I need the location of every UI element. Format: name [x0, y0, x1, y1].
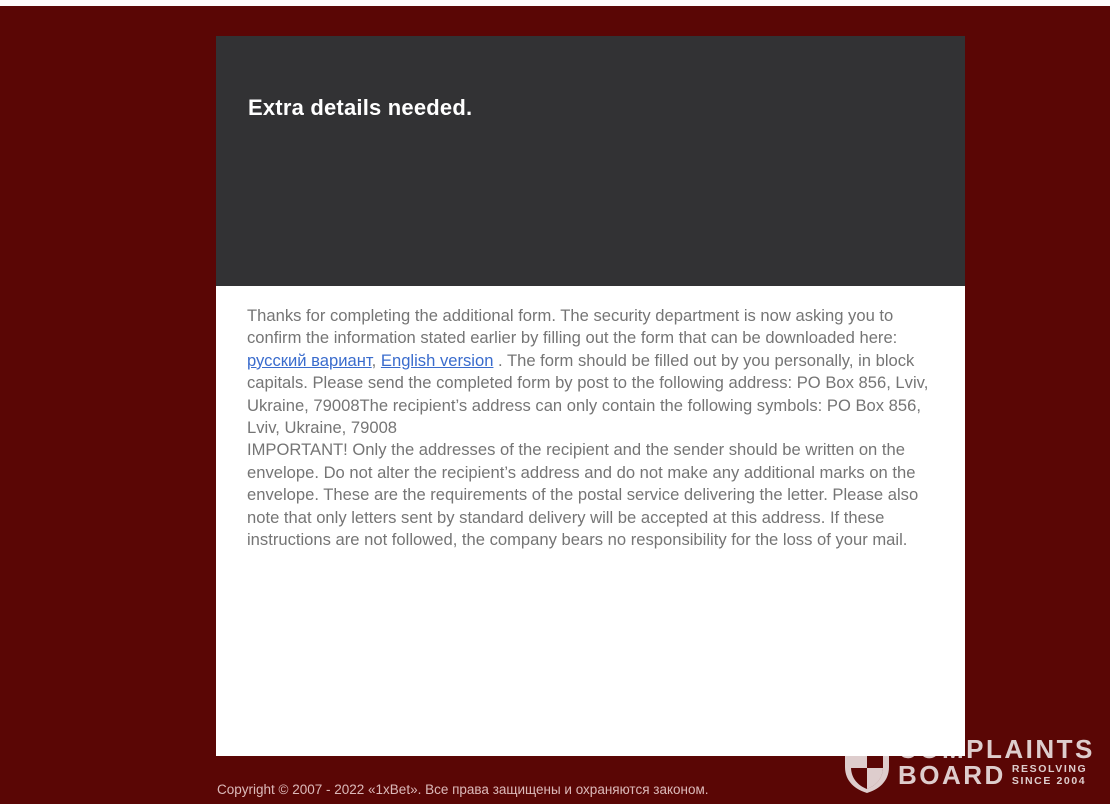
message-paragraph	[247, 305, 937, 551]
watermark-text	[898, 736, 1095, 788]
message-text-2: . The form should be filled out by you personally, in block capitals. Please send the completed form by post to the following address: PO Box 856, Lviv, Ukraine, 79008The recipient’s address can only contain the following symbols: PO Box 856, Lviv, Ukraine, 79008	[247, 350, 929, 438]
english-version-link[interactable]: English version	[380, 350, 494, 370]
watermark-tagline2: SINCE 2004	[1011, 774, 1087, 787]
copyright-text: Copyright © 2007 - 2022 «1xBet». Все права защищены и охраняются законом.	[217, 782, 709, 797]
complaintsboard-watermark	[845, 736, 1095, 793]
page-title: Extra details needed.	[248, 95, 473, 120]
message-card-header	[216, 36, 965, 286]
russian-version-link[interactable]: русский вариант	[247, 350, 372, 370]
top-strip	[0, 0, 1110, 6]
watermark-tagline1: RESOLVING	[1011, 763, 1088, 775]
watermark-line1: COMPLAINTS	[898, 734, 1095, 764]
message-text-1: Thanks for completing the additional form. The security department is now asking you to confirm the information stated earlier by filling out the form that can be downloaded here:	[247, 306, 898, 348]
message-card-body	[216, 286, 965, 756]
watermark-tagline	[1012, 762, 1087, 787]
message-text-3: IMPORTANT! Only the addresses of the recipient and the sender should be written on the envelope. Do not alter the recipient’s address and do not make any additional marks on the envelope. These are the requirements of the postal service delivering the letter. Please also note that only letters sent by standard delivery will be accepted at this address. If these instructions are not followed, the company bears no responsibility for the loss of your mail.	[247, 440, 919, 550]
watermark-line2: BOARD	[898, 760, 1006, 790]
shield-icon	[845, 743, 889, 793]
message-card	[216, 36, 965, 756]
link-separator: ,	[371, 350, 381, 370]
